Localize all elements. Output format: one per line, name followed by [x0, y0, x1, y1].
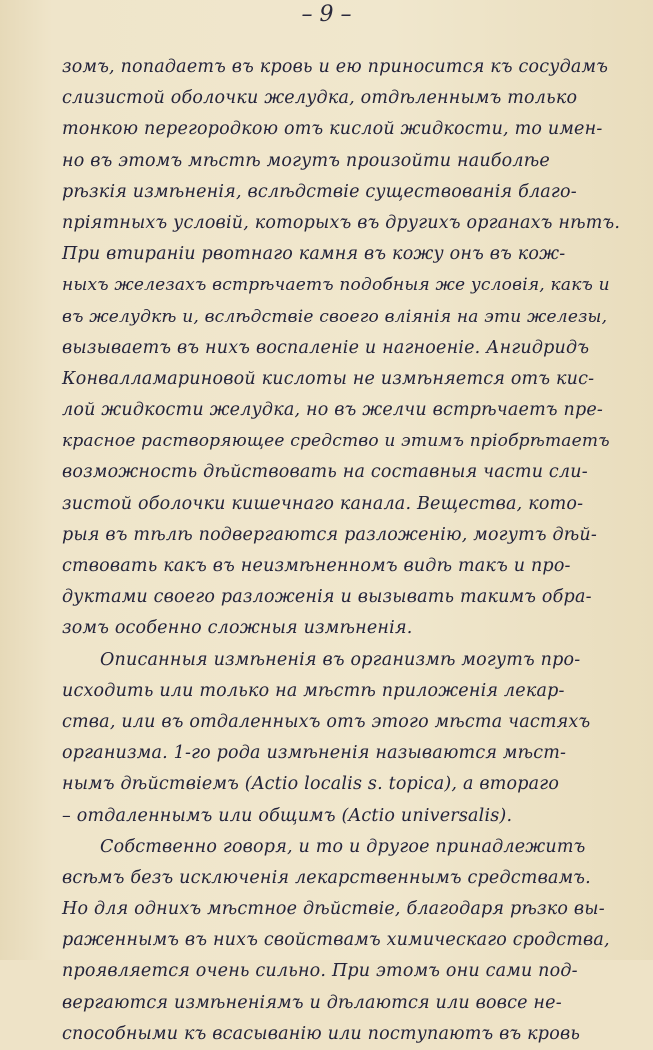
- text-line: всѣмъ безъ исключенія лекарственнымъ средствамъ.: [62, 867, 591, 888]
- text-line: рыя въ тѣлѣ подвергаются разложенію, могутъ дѣй-: [62, 524, 598, 545]
- text-line: рѣзкія измѣненія, вслѣдствіе существованія благо-: [62, 181, 577, 202]
- text-line: зомъ особенно сложныя измѣненія.: [62, 618, 413, 639]
- text-line: Описанныя измѣненія въ организмѣ могутъ про-: [100, 649, 581, 670]
- text-line: зистой оболочки кишечнаго канала. Вещества, кото-: [62, 493, 584, 514]
- text-line: Но для однихъ мѣстное дѣйствіе, благодаря рѣзко вы-: [62, 899, 605, 920]
- text-line: ствовать какъ въ неизмѣненномъ видѣ такъ и про-: [62, 556, 571, 576]
- text-line: ства, или въ отдаленныхъ отъ этого мѣста частяхъ: [62, 711, 591, 732]
- text-line: вызываетъ въ нихъ воспаленіе и нагноеніе. Ангидридъ: [62, 337, 590, 358]
- text-line: Собственно говоря, и то и другое принадлежитъ: [100, 836, 586, 857]
- text-line: раженнымъ въ нихъ свойствамъ химическаго сродства,: [62, 930, 610, 951]
- text-line: лой жидкости желудка, но въ желчи встрѣчаетъ пре-: [62, 400, 604, 421]
- text-line: – отдаленнымъ или общимъ (Actio universalis).: [62, 805, 513, 826]
- text-line: дуктами своего разложенія и вызывать такимъ обра-: [62, 587, 592, 608]
- text-line: въ желудкѣ и, вслѣдствіе своего вліянія на эти железы,: [62, 306, 608, 327]
- text-line: но въ этомъ мѣстѣ могутъ произойти наиболѣе: [62, 150, 550, 171]
- text-line: вергаются измѣненіямъ и дѣлаются или вовсе не-: [62, 992, 562, 1013]
- text-line: проявляется очень сильно. При этомъ они сами под-: [62, 961, 578, 982]
- text-line: нымъ дѣйствіемъ (Actio localis s. topica), а втораго: [62, 774, 560, 795]
- text-line: организма. 1-го рода измѣненія называются мѣст-: [62, 743, 567, 764]
- text-line: красное растворяющее средство и этимъ пріобрѣтаетъ: [62, 431, 610, 452]
- text-line: возможность дѣйствовать на составныя части сли-: [62, 462, 588, 483]
- text-line: исходить или только на мѣстѣ приложенія лекар-: [62, 680, 565, 701]
- text-line: слизистой оболочки желудка, отдѣленнымъ только: [62, 88, 578, 109]
- text-line: зомъ, попадаетъ въ кровь и ею приносится къ сосудамъ: [62, 57, 609, 77]
- text-line: ныхъ железахъ встрѣчаетъ подобныя же условія, какъ и: [62, 275, 610, 296]
- text-line: тонкою перегородкою отъ кислой жидкости, то имен-: [62, 119, 603, 140]
- text-line: способными къ всасыванію или поступаютъ въ кровь: [62, 1023, 581, 1044]
- text-line: При втираніи рвотнаго камня въ кожу онъ въ кож-: [62, 244, 566, 265]
- text-line: Конвалламариновой кислоты не измѣняется отъ кис-: [62, 368, 595, 389]
- handwritten-text-block: [62, 52, 622, 1050]
- page-number: – 9 –: [301, 2, 352, 27]
- text-line: пріятныхъ условій, которыхъ въ другихъ органахъ нѣтъ.: [62, 212, 621, 233]
